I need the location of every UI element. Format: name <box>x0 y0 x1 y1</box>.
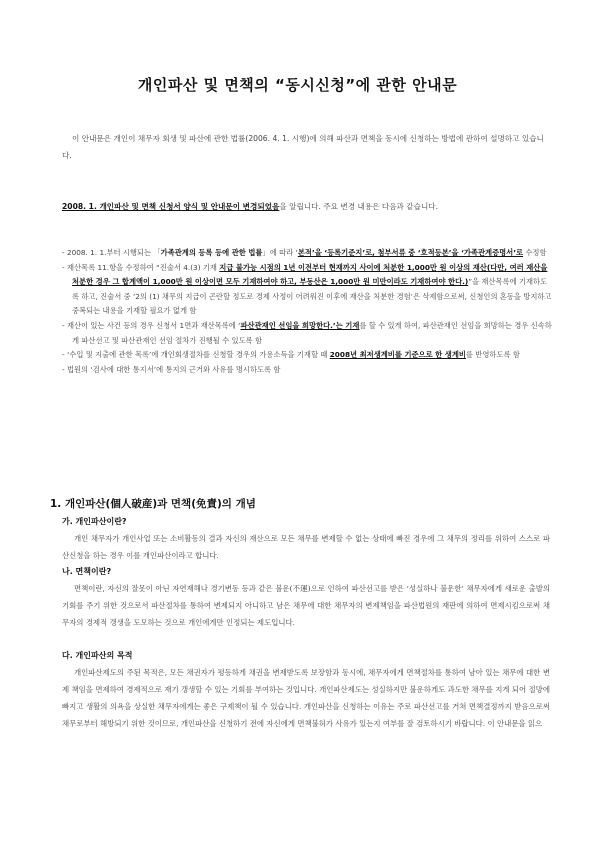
change-text: 수정함 <box>523 248 547 257</box>
subsection-paragraph: 개인 채무자가 개인사업 또는 소비활동의 결과 자신의 재산으로 모든 채무를 변제할 수 없는 상태에 빠진 경우에 그 채무의 정리를 위하여 스스로 파산신청을 하는 경우 이를 개인파산이라고 합니다. <box>62 534 550 560</box>
change-emphasis: 본적’을 ‘등록기준지’로, 첨부서류 중 ‘호적등본’을 ‘가족관계증명서’로 <box>297 248 524 257</box>
section-heading: 1. 개인파산(個人破産)과 면책(免責)의 개념 <box>50 498 256 510</box>
subsection-title: 나. 면책이란? <box>62 567 112 576</box>
intro-paragraph: 이 안내문은 개인이 채무자 회생 및 파산에 관한 법률(2006. 4. 1. 시행)에 의해 파산과 면책을 동시에 신청하는 방법에 관하여 설명하고 있습니다. <box>62 134 544 160</box>
change-emphasis: 가족관계의 등록 등에 관한 법률 <box>160 248 263 257</box>
change-item <box>62 319 552 348</box>
change-text: 를 할 수 있게 하여, 파산관재인 선임을 희망하는 경우 신속하게 파산선고 및 파산관재인 선임 절차가 진행될 수 있도록 함 <box>72 320 552 345</box>
subsection-paragraph: 면책이란, 자신의 잘못이 아닌 자연재해나 경기변동 등과 같은 불운(不運)으로 인하여 파산선고를 받은 ‘성실하나 불운한’ 채무자에게 새로운 출발의 기회를 주기 위한 것으로서 파산절차를 통하여 변제되지 아니하고 남은 채무에 대한 채무자의 변제책임을 파산법원의 재판에 의하여 면제시킴으로써 채무자의 경제적 갱생을 도모하는 것으로 개인에게만 인정되는 제도입니다. <box>62 584 550 627</box>
change-notice-highlight: 2008. 1. 개인파산 및 면책 신청서 양식 및 안내문이 변경되었음 <box>62 202 280 211</box>
subsection-title: 가. 개인파산이란? <box>62 517 127 526</box>
document-title: 개인파산 및 면책의 “동시신청”에 관한 안내문 <box>137 76 458 94</box>
change-text: ”을 재산목록에 기재하도록 하고, 진술서 중 ‘2의 (1) 채무의 지급이 곤란할 정도로 경제 사정이 어려워진 이후에 재산을 처분한 경험’은 삭제함으로써, 신청인의 혼동을 방지하고 중복되는 내용을 기재할 필요가 없게 함 <box>72 277 552 316</box>
change-notice-text: 을 알립니다. 주요 변경 내용은 다음과 같습니다. <box>279 202 439 211</box>
change-text: 」에 따라 ‘ <box>262 248 298 257</box>
change-emphasis: 파산관재인 선임을 희망한다.’는 기재 <box>240 320 360 330</box>
subsection-paragraph: 개인파산제도의 주된 목적은, 모든 채권자가 평등하게 채권을 변제받도록 보장함과 동시에, 채무자에게 면책절차를 통하여 남아 있는 채무에 대한 변제 책임을 면제하여 경제적으로 재기 갱생할 수 있는 기회를 부여하는 것입니다. 개인파산제도는 성실하지만 불운하게도 과도한 채무를 지게 되어 절망에 빠지고 생활의 의욕을 상실한 채무자에게는 좋은 구제책이 될 수 있습니다. 개인파산을 신청하는 이유는 주로 파산선고를 거쳐 면책결정까지 받음으로써 채무로부터 해방되기 위한 것이므로, 개인파산을 신청하기 전에 자신에게 면책불허가 사유가 있는지 여부를 잘 검토하시기 바랍니다. 이 안내문을 읽으 <box>62 668 550 728</box>
change-item <box>62 246 552 261</box>
change-text: - 재산이 있는 사건 등의 경우 신청서 1면과 재산목록에 ‘ <box>62 320 241 330</box>
subsection-title: 다. 개인파산의 목적 <box>62 651 133 660</box>
change-list <box>62 246 552 377</box>
change-text: - 2008. 1. 1.부터 시행되는 「 <box>62 248 161 257</box>
change-item <box>62 348 552 363</box>
change-emphasis: 2008년 최저생계비를 기준으로 한 생계비 <box>329 350 466 360</box>
change-text: - 재산목록 11.항을 수정하여 “진술서 4.(3) 기재 <box>62 262 220 272</box>
change-notice <box>62 198 552 215</box>
change-text: - ‘수입 및 지출에 관한 목록’에 개인회생절차를 신청할 경우의 가용소득을 기재할 때 <box>62 350 330 360</box>
change-item <box>62 261 552 319</box>
change-text: - 법원의 ‘검사에 대한 통지서’에 통지의 근거와 사유를 명시하도록 함 <box>62 364 281 374</box>
change-text: 를 반영하도록 함 <box>465 350 520 360</box>
change-item <box>62 363 552 378</box>
change-emphasis: 지급 불가능 시점의 1년 이전부터 현재까지 사이에 처분한 1,000만 원 이상의 재산(다만, 여러 재산을 처분한 경우 그 합계액이 1,000만 원 이상이면 모두 기재하여야 하고, 부동산은 1,000만 원 미만이라도 기재하여야 한다.) <box>72 262 548 287</box>
